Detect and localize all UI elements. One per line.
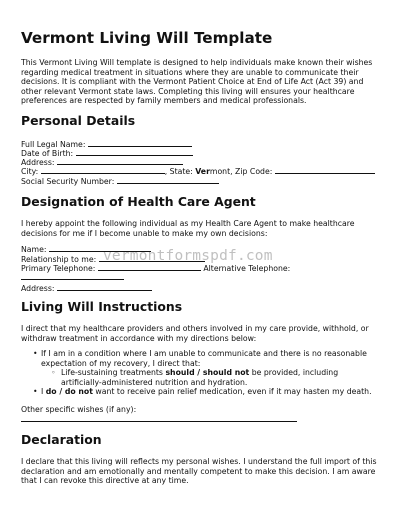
alt-phone-label: Alternative Telephone:: [203, 264, 291, 273]
agent-heading: Designation of Health Care Agent: [21, 194, 256, 209]
should-option: should / should not: [165, 368, 250, 378]
relationship-label: Relationship to me:: [21, 255, 97, 264]
city-state-zip-row[interactable]: [21, 166, 375, 176]
personal-details-heading: Personal Details: [21, 113, 136, 128]
agent-address-line: [57, 283, 152, 291]
primary-phone-label: Primary Telephone:: [21, 264, 96, 273]
list-item: [21, 387, 381, 397]
agent-paragraph: I hereby appoint the following individual as my Health Care Agent to make healthcare decisions for me if I become unable to make my own decisions:: [21, 219, 355, 238]
full-name-label: Full Legal Name:: [21, 140, 86, 149]
bullet-one-text: If I am in a condition where I am unable to communicate and there is no reasonable expectation of my recovery, I direct that:: [41, 349, 367, 368]
state-label-prefix: , State:: [164, 167, 196, 176]
other-wishes-line[interactable]: [21, 421, 297, 422]
intro-paragraph: This Vermont Living Will template is designed to help individuals make known their wishes regarding medical treatment in situations where they are unable to communicate their decisions. It is compliant with the Vermont Patient Choice at End of Life Act (Act 39) and other relevant Vermont state laws. Completing this living will ensures your healthcare preferences are respected by family members and medical professionals.: [21, 58, 373, 106]
dob-label: Date of Birth:: [21, 149, 74, 158]
full-name-line: [88, 139, 192, 147]
ssn-label: Social Security Number:: [21, 177, 115, 186]
alt-phone-line[interactable]: [21, 272, 124, 280]
address-label: Address:: [21, 158, 55, 167]
sub-list: [41, 368, 381, 387]
declaration-paragraph: I declare that this living will reflects my personal wishes. I understand the full import of this declaration and am emotionally and mentally competent to make this decision. I am aware that I can revoke this directive at any time.: [21, 457, 377, 486]
agent-address-field[interactable]: [21, 283, 152, 293]
other-wishes-label: Other specific wishes (if any):: [21, 405, 137, 414]
agent-address-label: Address:: [21, 284, 55, 293]
bullet-two-text-start: I: [41, 387, 46, 397]
instructions-paragraph: I direct that my healthcare providers and others involved in my care provide, withhold, or withdraw treatment in accordance with my directions below:: [21, 324, 369, 343]
state-value-bold: Ver: [195, 167, 210, 176]
bullet-two-text-end: want to receive pain relief medication, even if it may hasten my death.: [92, 387, 372, 397]
city-label: City:: [21, 167, 39, 176]
page-title: Vermont Living Will Template: [21, 29, 273, 47]
list-item: [21, 349, 381, 387]
instructions-list: [21, 349, 381, 397]
sub-item-text-end: be provided, including artificially-administered nutrition and hydration.: [61, 368, 339, 387]
dob-line: [76, 148, 193, 156]
address-line: [57, 157, 183, 165]
declaration-heading: Declaration: [21, 432, 102, 447]
ssn-field[interactable]: [21, 176, 219, 186]
primary-phone-line: [98, 263, 201, 271]
agent-name-label: Name:: [21, 245, 47, 254]
instructions-heading: Living Will Instructions: [21, 299, 183, 314]
zip-line: [275, 166, 375, 174]
list-item: [41, 368, 381, 387]
watermark: vermontformspdf.com: [103, 248, 273, 264]
do-option: do / do not: [45, 387, 93, 397]
sub-item-text-start: Life-sustaining treatments: [61, 368, 166, 378]
ssn-line: [117, 176, 219, 184]
state-label-suffix: mont, Zip Code:: [209, 167, 273, 176]
city-line: [41, 166, 165, 174]
